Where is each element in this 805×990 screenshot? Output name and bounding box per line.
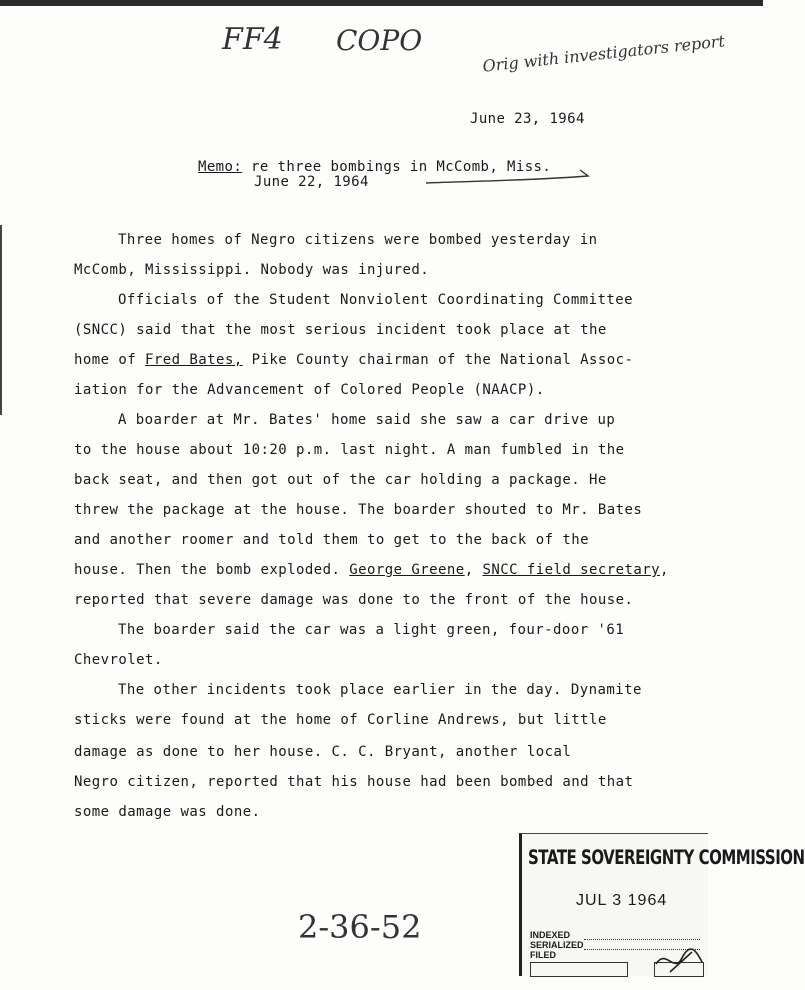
subject-underline-stroke — [420, 166, 595, 188]
body-line: some damage was done. — [74, 804, 261, 820]
stamp-signature-scribble — [652, 944, 706, 978]
body-line: Three homes of Negro citizens were bombed yesterday in — [118, 232, 598, 248]
body-line: (SNCC) said that the most serious incident took place at the — [74, 322, 607, 338]
body-line: A boarder at Mr. Bates' home said she saw a car drive up — [118, 412, 616, 428]
body-line: reported that severe damage was done to the front of the house. — [74, 592, 634, 608]
text-fragment: , — [464, 562, 483, 578]
underlined-name-fred-bates: Fred Bates, — [145, 352, 243, 368]
memo-label: Memo: — [198, 159, 243, 175]
stamp-filed-label: FILED — [530, 950, 556, 960]
memo-subject: re three bombings in McComb, Miss. — [251, 159, 552, 175]
underlined-title-sncc: SNCC field secretary — [482, 562, 661, 578]
handwritten-initials: FF4 — [222, 22, 283, 57]
memo-date: June 23, 1964 — [470, 111, 585, 127]
body-line: The boarder said the car was a light green, four-door '61 — [118, 622, 625, 638]
memo-reference-date: June 22, 1964 — [254, 174, 369, 190]
text-fragment: home of — [74, 352, 146, 368]
underlined-name-george-greene: George Greene — [349, 562, 465, 578]
stamp-serialized-label: SERIALIZED — [530, 940, 584, 950]
body-line: and another roomer and told them to get to the back of the — [74, 532, 589, 548]
body-line: damage as done to her house. C. C. Bryant, another local — [74, 744, 572, 760]
text-fragment: Pike County chairman of the National Assoc- — [242, 352, 634, 368]
commission-stamp — [519, 833, 805, 976]
top-border — [0, 0, 763, 6]
body-line: back seat, and then got out of the car holding a package. He — [74, 472, 607, 488]
body-line: to the house about 10:20 p.m. last night. A man fumbled in the — [74, 442, 625, 458]
body-line: McComb, Mississippi. Nobody was injured. — [74, 262, 430, 278]
stamp-title: STATE SOVEREIGNTY COMMISSION — [528, 846, 805, 870]
body-line: Officials of the Student Nonviolent Coordinating Committee — [118, 292, 633, 308]
body-line: Negro citizen, reported that his house had been bombed and that — [74, 774, 634, 790]
handwritten-copy-note: COPO — [336, 24, 423, 57]
text-fragment: house. Then the bomb exploded. — [74, 562, 350, 578]
stamp-indexed-label: INDEXED — [530, 930, 571, 940]
body-line — [74, 562, 669, 578]
handwritten-margin-note: Orig with investigators report — [481, 31, 726, 76]
body-line: The other incidents took place earlier in the day. Dynamite — [118, 682, 642, 698]
body-line — [74, 352, 633, 368]
stamp-box-left — [530, 962, 628, 977]
body-line: sticks were found at the home of Corline Andrews, but little — [74, 712, 607, 728]
body-line: threw the package at the house. The boarder shouted to Mr. Bates — [74, 502, 643, 518]
stamp-indexed-line — [584, 931, 700, 940]
handwritten-file-number: 2-36-52 — [298, 908, 422, 946]
body-line: Chevrolet. — [74, 652, 163, 668]
stamp-date: JUL 3 1964 — [576, 892, 668, 909]
body-line: iation for the Advancement of Colored People (NAACP). — [74, 382, 545, 398]
left-margin-mark — [0, 225, 2, 415]
text-fragment: , — [660, 562, 669, 578]
